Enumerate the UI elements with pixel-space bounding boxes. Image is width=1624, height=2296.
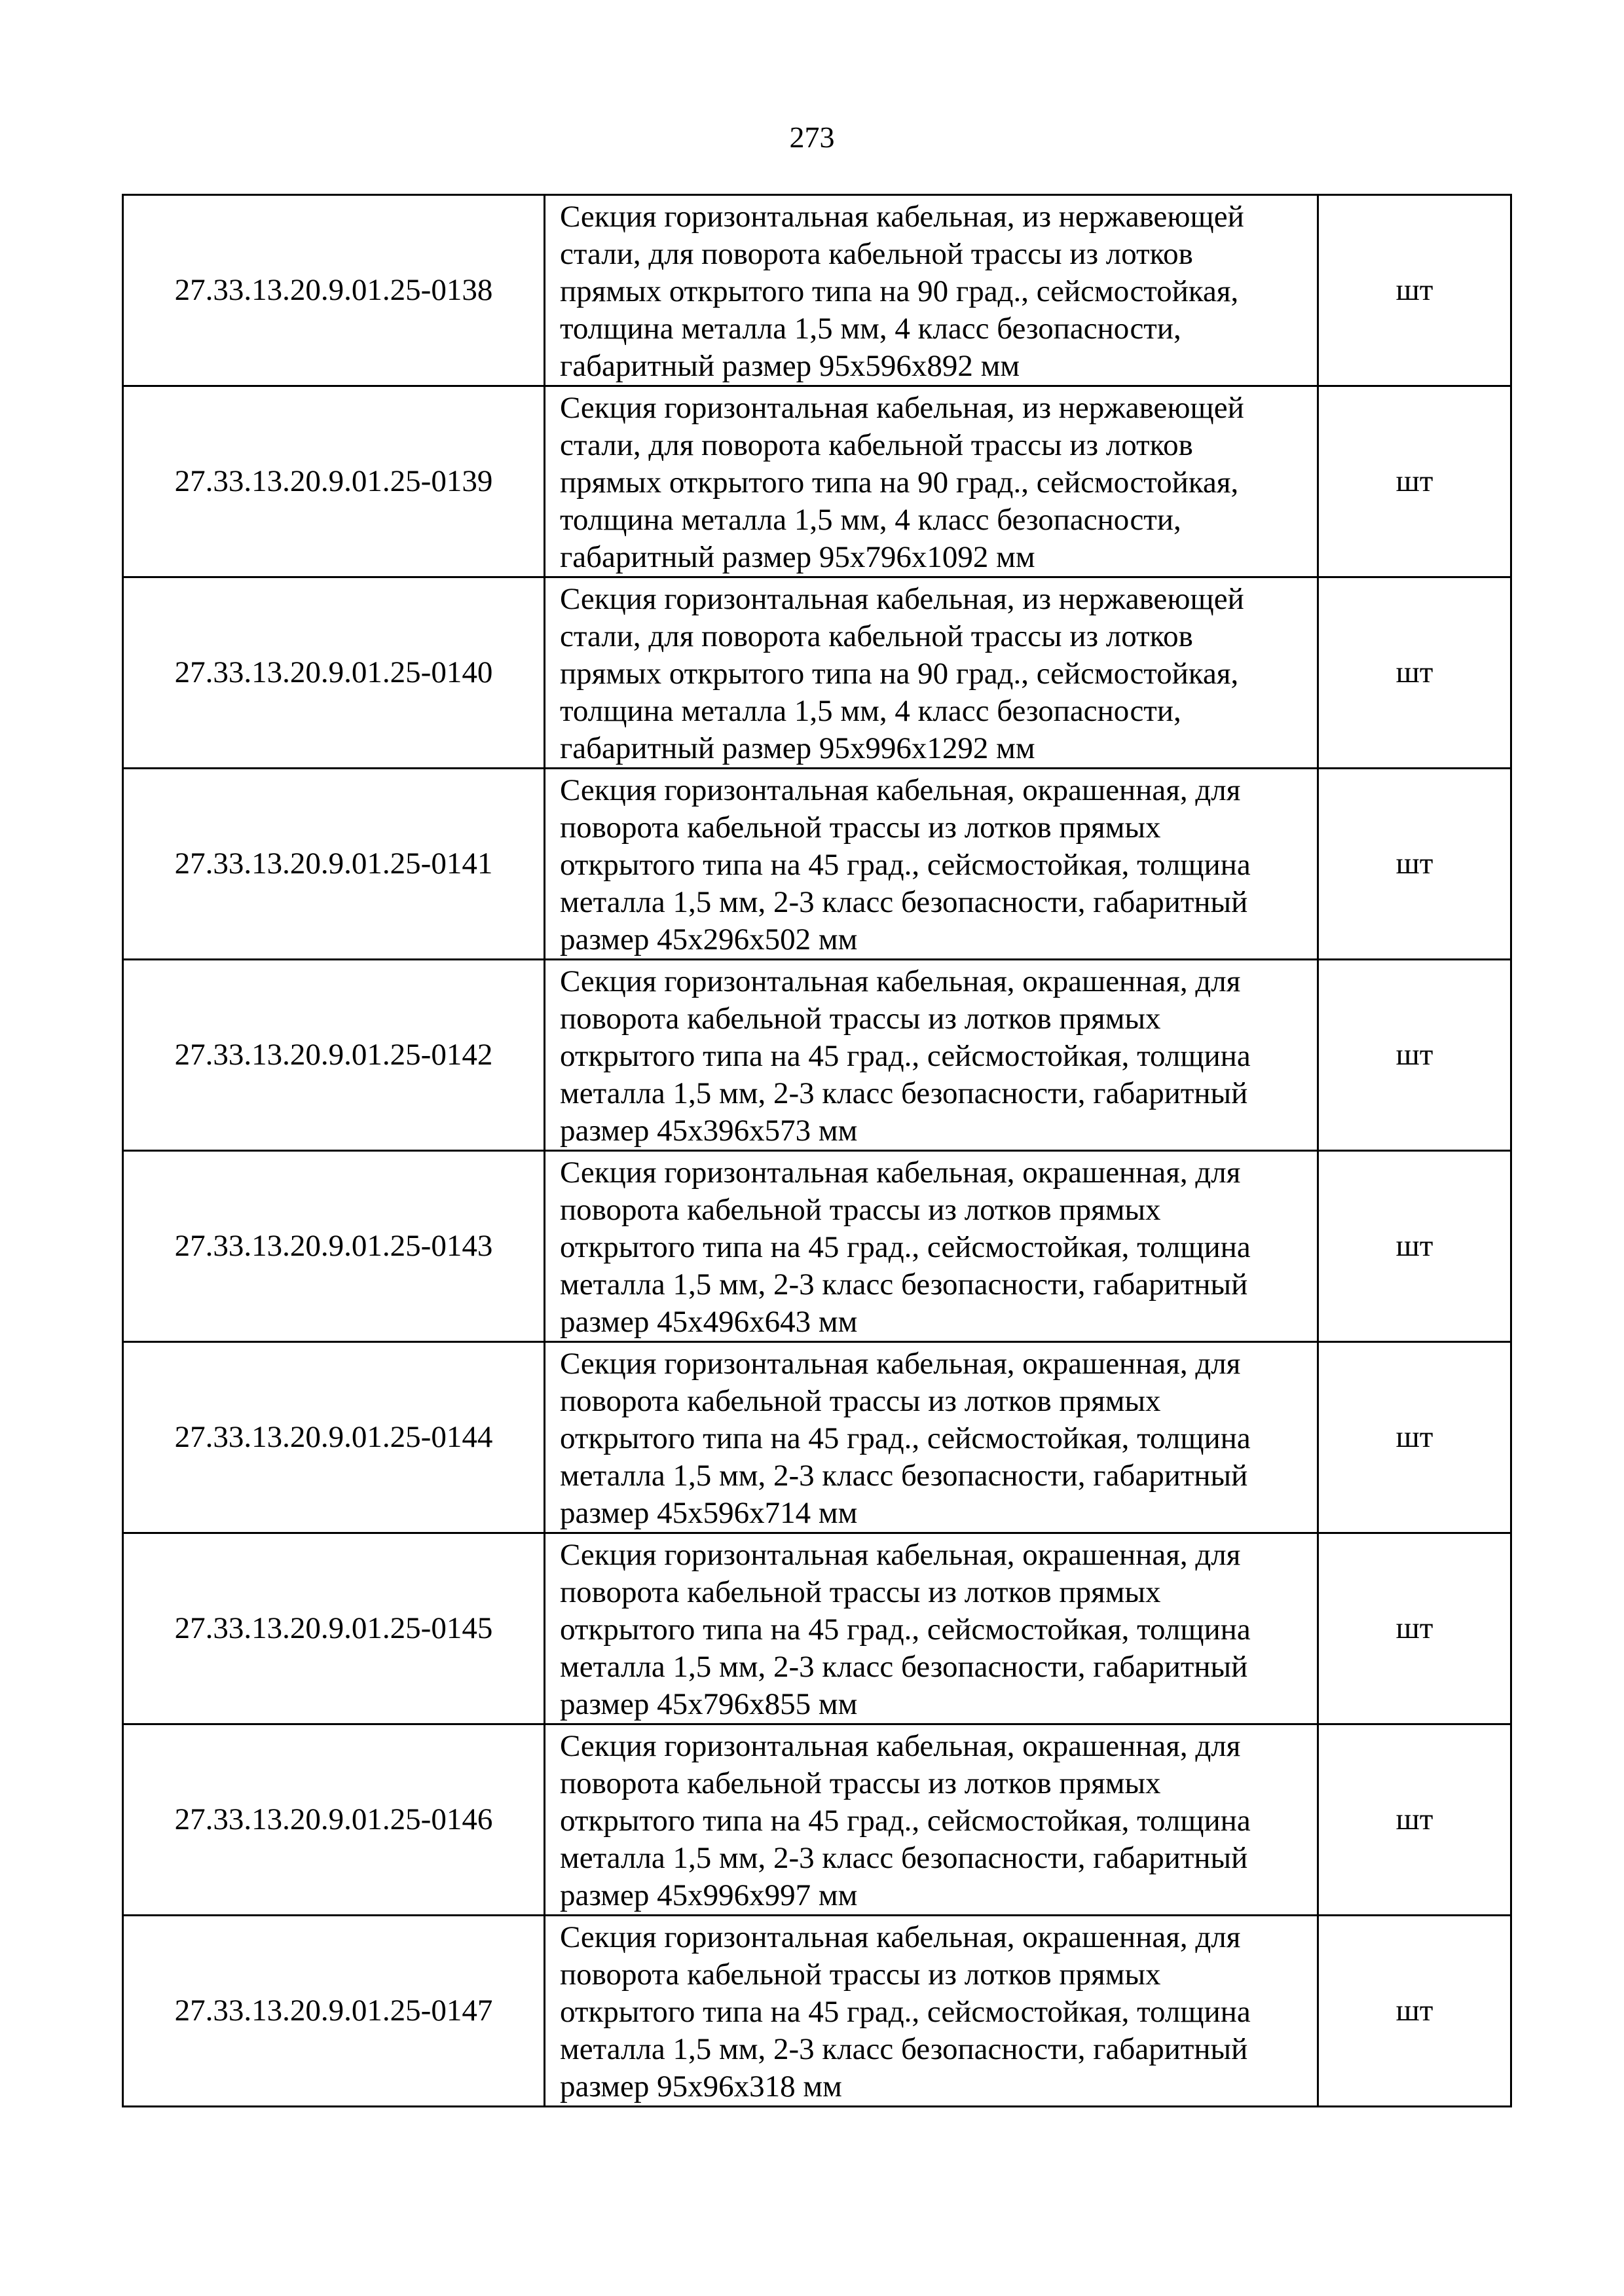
item-description-line: толщина металла 1,5 мм, 4 класс безопасности, — [560, 694, 1181, 728]
item-unit: шт — [1318, 769, 1511, 960]
item-description-line: размер 45х396х573 мм — [560, 1114, 858, 1148]
item-description-line: открытого типа на 45 град., сейсмостойкая, толщина — [560, 1039, 1251, 1073]
item-description-line: металла 1,5 мм, 2-3 класс безопасности, габаритный — [560, 1650, 1248, 1684]
table-row — [123, 1533, 1511, 1724]
item-code: 27.33.13.20.9.01.25-0143 — [123, 1151, 545, 1342]
item-description-line: прямых открытого типа на 90 град., сейсмостойкая, — [560, 274, 1239, 308]
item-description-line: габаритный размер 95х596х892 мм — [560, 349, 1020, 383]
item-description — [545, 1916, 1318, 2107]
item-description-line: стали, для поворота кабельной трассы из лотков — [560, 237, 1193, 271]
item-description-line: металла 1,5 мм, 2-3 класс безопасности, габаритный — [560, 1841, 1248, 1875]
item-unit: шт — [1318, 577, 1511, 769]
item-unit: шт — [1318, 386, 1511, 577]
item-description-line: металла 1,5 мм, 2-3 класс безопасности, габаритный — [560, 1267, 1248, 1302]
table-row — [123, 1342, 1511, 1533]
item-code: 27.33.13.20.9.01.25-0138 — [123, 195, 545, 386]
item-description-line: поворота кабельной трассы из лотков прямых — [560, 1384, 1161, 1418]
item-description-line: поворота кабельной трассы из лотков прямых — [560, 1575, 1161, 1609]
item-description — [545, 1342, 1318, 1533]
item-description-line: металла 1,5 мм, 2-3 класс безопасности, габаритный — [560, 1076, 1248, 1110]
item-code: 27.33.13.20.9.01.25-0139 — [123, 386, 545, 577]
item-code: 27.33.13.20.9.01.25-0145 — [123, 1533, 545, 1724]
item-description-line: открытого типа на 45 град., сейсмостойкая, толщина — [560, 848, 1251, 882]
specification-table-body — [123, 195, 1511, 2107]
item-code: 27.33.13.20.9.01.25-0147 — [123, 1916, 545, 2107]
table-row — [123, 1151, 1511, 1342]
item-description — [545, 577, 1318, 769]
item-code: 27.33.13.20.9.01.25-0140 — [123, 577, 545, 769]
item-description-line: поворота кабельной трассы из лотков прямых — [560, 1002, 1161, 1036]
item-description-line: габаритный размер 95х796х1092 мм — [560, 540, 1035, 574]
item-code: 27.33.13.20.9.01.25-0142 — [123, 960, 545, 1151]
table-row — [123, 1724, 1511, 1916]
item-description-line: металла 1,5 мм, 2-3 класс безопасности, габаритный — [560, 885, 1248, 919]
item-description-line: открытого типа на 45 град., сейсмостойкая, толщина — [560, 1995, 1251, 2029]
item-description-line: Секция горизонтальная кабельная, из нержавеющей — [560, 582, 1244, 616]
item-description-line: открытого типа на 45 град., сейсмостойкая, толщина — [560, 1230, 1251, 1264]
item-description-line: открытого типа на 45 град., сейсмостойкая, толщина — [560, 1804, 1251, 1838]
item-description-line: прямых открытого типа на 90 град., сейсмостойкая, — [560, 657, 1239, 691]
item-unit: шт — [1318, 1151, 1511, 1342]
item-unit: шт — [1318, 1342, 1511, 1533]
item-description-line: толщина металла 1,5 мм, 4 класс безопасности, — [560, 503, 1181, 537]
item-description-line: Секция горизонтальная кабельная, окрашенная, для — [560, 1920, 1241, 1954]
item-description-line: толщина металла 1,5 мм, 4 класс безопасности, — [560, 312, 1181, 346]
table-row — [123, 1916, 1511, 2107]
page-number: 273 — [789, 120, 835, 154]
item-description-line: габаритный размер 95х996х1292 мм — [560, 731, 1035, 765]
table-row — [123, 386, 1511, 577]
item-description — [545, 195, 1318, 386]
item-description — [545, 1151, 1318, 1342]
item-unit: шт — [1318, 1916, 1511, 2107]
item-unit: шт — [1318, 1724, 1511, 1916]
item-description-line: открытого типа на 45 град., сейсмостойкая, толщина — [560, 1421, 1251, 1455]
item-description-line: прямых открытого типа на 90 град., сейсмостойкая, — [560, 465, 1239, 500]
item-code: 27.33.13.20.9.01.25-0146 — [123, 1724, 545, 1916]
item-description — [545, 1724, 1318, 1916]
item-description-line: размер 45х596х714 мм — [560, 1496, 858, 1530]
item-description-line: поворота кабельной трассы из лотков прямых — [560, 811, 1161, 845]
item-description — [545, 1533, 1318, 1724]
item-code: 27.33.13.20.9.01.25-0144 — [123, 1342, 545, 1533]
table-row — [123, 577, 1511, 769]
item-description-line: металла 1,5 мм, 2-3 класс безопасности, габаритный — [560, 1459, 1248, 1493]
item-description-line: стали, для поворота кабельной трассы из лотков — [560, 428, 1193, 462]
item-description — [545, 769, 1318, 960]
item-description-line: размер 45х996х997 мм — [560, 1878, 858, 1912]
item-description-line: металла 1,5 мм, 2-3 класс безопасности, габаритный — [560, 2032, 1248, 2066]
item-description-line: размер 45х796х855 мм — [560, 1687, 858, 1721]
table-row — [123, 195, 1511, 386]
item-description-line: Секция горизонтальная кабельная, окрашенная, для — [560, 773, 1241, 807]
table-row — [123, 960, 1511, 1151]
item-description-line: стали, для поворота кабельной трассы из лотков — [560, 619, 1193, 653]
item-unit: шт — [1318, 195, 1511, 386]
item-description — [545, 960, 1318, 1151]
item-description-line: открытого типа на 45 град., сейсмостойкая, толщина — [560, 1613, 1251, 1647]
item-description-line: размер 95х96х318 мм — [560, 2069, 842, 2104]
item-description-line: размер 45х496х643 мм — [560, 1305, 858, 1339]
item-unit: шт — [1318, 960, 1511, 1151]
item-description-line: Секция горизонтальная кабельная, окрашенная, для — [560, 1729, 1241, 1763]
item-description-line: поворота кабельной трассы из лотков прямых — [560, 1766, 1161, 1800]
item-description-line: Секция горизонтальная кабельная, окрашенная, для — [560, 1156, 1241, 1190]
item-code: 27.33.13.20.9.01.25-0141 — [123, 769, 545, 960]
item-description-line: Секция горизонтальная кабельная, из нержавеющей — [560, 391, 1244, 425]
item-description-line: поворота кабельной трассы из лотков прямых — [560, 1958, 1161, 1992]
item-description-line: Секция горизонтальная кабельная, окрашенная, для — [560, 1538, 1241, 1572]
item-unit: шт — [1318, 1533, 1511, 1724]
item-description-line: Секция горизонтальная кабельная, окрашенная, для — [560, 1347, 1241, 1381]
item-description-line: размер 45х296х502 мм — [560, 922, 858, 957]
item-description — [545, 386, 1318, 577]
item-description-line: Секция горизонтальная кабельная, из нержавеющей — [560, 200, 1244, 234]
item-description-line: Секция горизонтальная кабельная, окрашенная, для — [560, 964, 1241, 998]
item-description-line: поворота кабельной трассы из лотков прямых — [560, 1193, 1161, 1227]
table-row — [123, 769, 1511, 960]
specification-table — [122, 194, 1512, 2107]
